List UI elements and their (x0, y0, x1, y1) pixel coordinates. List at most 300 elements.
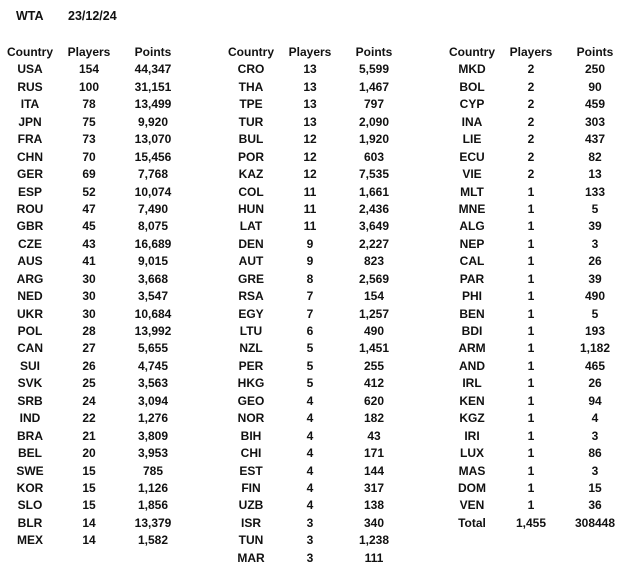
players-cell: 2 (527, 97, 535, 112)
country-cell: NED (17, 289, 43, 304)
table-row (2, 218, 186, 235)
table-row (223, 288, 407, 305)
table-row (444, 149, 628, 166)
country-cell: TPE (239, 97, 263, 112)
table-row (223, 497, 407, 514)
players-cell: 1 (527, 446, 535, 461)
players-cell: 5 (306, 358, 314, 373)
points-cell: 9,920 (137, 114, 169, 129)
table-row (2, 271, 186, 288)
country-cell: NEP (459, 236, 485, 251)
points-cell: 82 (588, 149, 602, 164)
players-cell: 3 (306, 533, 314, 548)
column-header-players: Players (67, 45, 111, 59)
country-cell: FIN (241, 480, 261, 495)
players-cell: 13 (303, 97, 317, 112)
points-cell: 308448 (574, 515, 616, 530)
points-cell: 3,809 (137, 428, 169, 443)
country-cell: Total (458, 515, 486, 530)
points-cell: 8,075 (137, 219, 169, 234)
table-row (223, 550, 407, 567)
table-row (2, 201, 186, 218)
players-cell: 47 (82, 201, 96, 216)
country-cell: DOM (458, 480, 486, 495)
players-cell: 1 (527, 498, 535, 513)
country-cell: BDI (461, 324, 483, 338)
players-cell: 1 (527, 428, 535, 443)
points-cell: 13,070 (134, 132, 172, 147)
points-cell: 9,015 (137, 254, 169, 269)
players-cell: 2 (527, 79, 535, 94)
table-group-3 (444, 44, 628, 532)
players-cell: 75 (82, 114, 96, 129)
players-cell: 4 (306, 498, 314, 513)
country-cell: IND (19, 411, 41, 426)
points-cell: 785 (142, 463, 164, 478)
country-cell: IRI (464, 428, 480, 443)
players-cell: 13 (303, 114, 317, 129)
country-cell: KOR (16, 480, 44, 495)
players-cell: 1 (527, 219, 535, 234)
players-cell: 1,455 (515, 515, 547, 530)
players-cell: 41 (82, 254, 96, 269)
table-row (223, 358, 407, 375)
country-cell: UZB (238, 498, 264, 513)
points-cell: 13,499 (134, 97, 172, 112)
players-cell: 7 (306, 306, 314, 321)
points-cell: 7,768 (137, 167, 169, 182)
players-cell: 1 (527, 254, 535, 269)
points-cell: 303 (584, 114, 606, 129)
country-cell: BLR (17, 515, 43, 530)
players-cell: 12 (303, 167, 317, 182)
points-cell: 7,535 (358, 167, 390, 182)
points-cell: 39 (588, 219, 602, 234)
players-cell: 3 (306, 515, 314, 530)
table-row (2, 61, 186, 78)
country-cell: AUT (238, 254, 264, 269)
country-cell: ALG (459, 219, 485, 234)
column-header-points: Points (576, 45, 614, 59)
points-cell: 2,227 (358, 236, 390, 251)
table-row (2, 79, 186, 96)
players-cell: 4 (306, 480, 314, 495)
table-row (444, 323, 628, 340)
header-row (223, 44, 407, 61)
points-cell: 3 (591, 428, 599, 443)
points-cell: 4,745 (137, 358, 169, 373)
points-cell: 90 (588, 79, 602, 94)
country-cell: THA (238, 79, 264, 94)
points-cell: 13,379 (134, 515, 172, 530)
country-cell: FRA (17, 132, 43, 147)
country-cell: MKD (458, 62, 486, 77)
table-row (223, 445, 407, 462)
points-cell: 3,649 (358, 219, 390, 234)
country-cell: CRO (237, 62, 265, 77)
players-cell: 1 (527, 341, 535, 356)
table-row (2, 323, 186, 340)
points-cell: 138 (363, 498, 385, 513)
points-cell: 1,238 (358, 533, 390, 548)
players-cell: 70 (82, 149, 96, 164)
table-row (2, 480, 186, 497)
points-cell: 317 (363, 480, 385, 495)
points-cell: 182 (363, 411, 385, 426)
table-row (223, 96, 407, 113)
country-cell: BIH (240, 428, 262, 443)
points-cell: 603 (363, 149, 385, 164)
points-cell: 193 (584, 324, 606, 338)
country-cell: VEN (459, 498, 485, 513)
points-cell: 16,689 (134, 236, 172, 251)
column-header-country: Country (449, 45, 495, 59)
table-group-1 (2, 44, 186, 550)
country-cell: CAN (17, 341, 43, 356)
country-cell: MEX (16, 533, 43, 548)
table-row (444, 61, 628, 78)
table-row (2, 445, 186, 462)
country-cell: SRB (17, 393, 43, 408)
table-row (444, 410, 628, 427)
points-cell: 7,490 (137, 201, 169, 216)
players-cell: 15 (82, 480, 96, 495)
players-cell: 4 (306, 463, 314, 478)
players-cell: 25 (82, 376, 96, 391)
column-header-country: Country (7, 45, 53, 59)
players-cell: 45 (82, 219, 96, 234)
country-cell: TUR (238, 114, 264, 129)
players-cell: 15 (82, 463, 96, 478)
players-cell: 154 (78, 62, 100, 77)
table-row (223, 375, 407, 392)
table-row (223, 184, 407, 201)
players-cell: 24 (82, 393, 96, 408)
players-cell: 11 (303, 184, 317, 199)
points-cell: 3,094 (137, 393, 169, 408)
players-cell: 4 (306, 411, 314, 426)
country-cell: RUS (17, 79, 43, 94)
points-cell: 1,920 (358, 132, 390, 147)
table-row (2, 149, 186, 166)
table-row (223, 149, 407, 166)
country-cell: NZL (239, 341, 263, 356)
players-cell: 4 (306, 428, 314, 443)
country-cell: PAR (459, 271, 485, 286)
players-cell: 22 (82, 411, 96, 426)
country-cell: KAZ (238, 167, 264, 182)
country-cell: EST (239, 463, 263, 478)
players-cell: 9 (306, 254, 314, 269)
points-cell: 31,151 (134, 79, 172, 94)
players-cell: 1 (527, 289, 535, 304)
table-row (2, 288, 186, 305)
players-cell: 1 (527, 271, 535, 286)
table-row (2, 340, 186, 357)
table-row (444, 445, 628, 462)
players-cell: 52 (82, 184, 96, 199)
table-row (444, 306, 628, 323)
table-row (2, 114, 186, 131)
points-cell: 490 (363, 324, 385, 338)
country-cell: HUN (238, 201, 264, 216)
players-cell: 21 (82, 428, 96, 443)
country-cell: GRE (237, 271, 264, 286)
header-row (444, 44, 628, 61)
players-cell: 26 (82, 358, 96, 373)
points-cell: 5,599 (358, 62, 390, 77)
table-row (2, 497, 186, 514)
country-cell: POL (17, 324, 43, 338)
table-row (444, 463, 628, 480)
points-cell: 250 (584, 62, 606, 77)
country-cell: ITA (20, 97, 40, 112)
table-row (2, 131, 186, 148)
players-cell: 11 (303, 201, 317, 216)
points-cell: 15,456 (134, 149, 172, 164)
points-cell: 171 (363, 446, 385, 461)
table-row (223, 393, 407, 410)
table-row (444, 236, 628, 253)
country-cell: CHI (240, 446, 262, 461)
country-cell: GEO (237, 393, 265, 408)
country-cell: ARM (458, 341, 486, 356)
players-cell: 14 (82, 515, 96, 530)
players-cell: 2 (527, 167, 535, 182)
points-cell: 1,856 (137, 498, 169, 513)
table-row (223, 463, 407, 480)
table-row (223, 201, 407, 218)
points-cell: 133 (584, 184, 606, 199)
country-cell: SWE (16, 463, 44, 478)
table-row (2, 532, 186, 549)
table-row (2, 96, 186, 113)
table-row (444, 375, 628, 392)
players-cell: 30 (82, 271, 96, 286)
players-cell: 1 (527, 411, 535, 426)
table-row (2, 253, 186, 270)
table-row (223, 428, 407, 445)
points-cell: 10,684 (134, 306, 172, 321)
country-cell: UKR (17, 306, 43, 321)
points-cell: 490 (584, 289, 606, 304)
country-cell: HKG (237, 376, 265, 391)
country-cell: ECU (459, 149, 485, 164)
country-cell: BEN (459, 306, 485, 321)
country-cell: MAR (237, 550, 265, 565)
country-cell: LAT (239, 219, 263, 234)
points-cell: 13,992 (134, 324, 172, 338)
table-row (444, 96, 628, 113)
points-cell: 1,582 (137, 533, 169, 548)
points-cell: 26 (588, 376, 602, 391)
players-cell: 28 (82, 324, 96, 338)
players-cell: 2 (527, 132, 535, 147)
table-row (223, 166, 407, 183)
table-row (223, 253, 407, 270)
country-cell: MAS (458, 463, 486, 478)
points-cell: 340 (363, 515, 385, 530)
players-cell: 43 (82, 236, 96, 251)
country-cell: NOR (237, 411, 265, 426)
country-cell: KEN (459, 393, 485, 408)
players-cell: 13 (303, 62, 317, 77)
table-row (223, 236, 407, 253)
country-cell: BRA (17, 428, 43, 443)
players-cell: 7 (306, 289, 314, 304)
table-row (444, 184, 628, 201)
points-cell: 412 (363, 376, 385, 391)
players-cell: 1 (527, 324, 535, 338)
country-cell: SUI (19, 358, 40, 373)
country-cell: ARG (16, 271, 44, 286)
players-cell: 4 (306, 393, 314, 408)
players-cell: 2 (527, 62, 535, 77)
points-cell: 2,436 (358, 201, 390, 216)
points-cell: 39 (588, 271, 602, 286)
table-row (223, 218, 407, 235)
column-header-points: Points (134, 45, 172, 59)
table-row (223, 340, 407, 357)
country-cell: PER (238, 358, 264, 373)
country-cell: JPN (18, 114, 42, 129)
table-row (223, 131, 407, 148)
country-cell: ISR (240, 515, 261, 530)
players-cell: 1 (527, 463, 535, 478)
table-row (444, 166, 628, 183)
points-cell: 465 (584, 358, 606, 373)
table-row (2, 393, 186, 410)
column-header-country: Country (228, 45, 274, 59)
points-cell: 2,090 (358, 114, 390, 129)
players-cell: 13 (303, 79, 317, 94)
points-cell: 36 (588, 498, 602, 513)
points-cell: 26 (588, 254, 602, 269)
country-cell: LIE (462, 132, 482, 147)
points-cell: 86 (588, 446, 602, 461)
points-cell: 10,074 (134, 184, 172, 199)
points-cell: 823 (363, 254, 385, 269)
players-cell: 2 (527, 114, 535, 129)
players-cell: 12 (303, 149, 317, 164)
country-cell: ROU (16, 201, 44, 216)
players-cell: 5 (306, 341, 314, 356)
points-cell: 111 (364, 550, 384, 565)
players-cell: 5 (306, 376, 314, 391)
table-row (444, 358, 628, 375)
total-row (444, 515, 628, 532)
players-cell: 30 (82, 306, 96, 321)
points-cell: 437 (584, 132, 606, 147)
table-row (223, 515, 407, 532)
points-cell: 5 (591, 201, 599, 216)
column-header-points: Points (355, 45, 393, 59)
country-cell: BUL (238, 132, 264, 147)
country-cell: RSA (238, 289, 264, 304)
points-cell: 3,563 (137, 376, 169, 391)
players-cell: 1 (527, 184, 535, 199)
country-cell: MNE (458, 201, 486, 216)
country-cell: DEN (238, 236, 264, 251)
points-cell: 5 (591, 306, 599, 321)
table-row (2, 166, 186, 183)
table-group-2 (223, 44, 407, 567)
points-cell: 459 (584, 97, 606, 112)
table-row (444, 253, 628, 270)
players-cell: 1 (527, 306, 535, 321)
players-cell: 2 (527, 149, 535, 164)
players-cell: 15 (82, 498, 96, 513)
players-cell: 3 (306, 550, 314, 565)
table-row (223, 114, 407, 131)
points-cell: 3 (591, 463, 599, 478)
table-row (223, 271, 407, 288)
table-row (444, 114, 628, 131)
players-cell: 20 (82, 446, 96, 461)
players-cell: 8 (306, 271, 314, 286)
points-cell: 3,547 (137, 289, 169, 304)
table-row (444, 428, 628, 445)
points-cell: 255 (363, 358, 385, 373)
table-row (444, 340, 628, 357)
table-row (444, 131, 628, 148)
table-row (2, 515, 186, 532)
table-row (2, 236, 186, 253)
players-cell: 1 (527, 358, 535, 373)
table-row (2, 463, 186, 480)
points-cell: 3 (591, 236, 599, 251)
country-cell: LUX (460, 446, 484, 461)
report-date: 23/12/24 (68, 9, 117, 23)
header-row (2, 44, 186, 61)
country-cell: PHI (461, 289, 482, 304)
country-cell: AUS (17, 254, 43, 269)
country-cell: MLT (460, 184, 484, 199)
country-cell: CZE (18, 236, 42, 251)
points-cell: 1,126 (137, 480, 169, 495)
table-row (223, 79, 407, 96)
country-cell: SLO (17, 498, 43, 513)
country-cell: VIE (462, 167, 482, 182)
points-cell: 15 (588, 480, 602, 495)
points-cell: 3,953 (137, 446, 169, 461)
players-cell: 69 (82, 167, 96, 182)
country-cell: EGY (238, 306, 264, 321)
report-title: WTA (16, 9, 44, 23)
players-cell: 1 (527, 376, 535, 391)
points-cell: 1,451 (358, 341, 390, 356)
table-row (2, 375, 186, 392)
table-row (444, 393, 628, 410)
country-cell: SVK (17, 376, 43, 391)
table-row (444, 480, 628, 497)
points-cell: 94 (588, 393, 602, 408)
table-row (2, 184, 186, 201)
country-cell: CYP (459, 97, 485, 112)
table-row (223, 410, 407, 427)
country-cell: BEL (18, 446, 42, 461)
country-cell: KGZ (459, 411, 485, 426)
country-cell: CHN (17, 149, 43, 164)
points-cell: 154 (363, 289, 385, 304)
table-row (444, 497, 628, 514)
country-cell: CAL (459, 254, 485, 269)
points-cell: 5,655 (137, 341, 169, 356)
table-row (444, 79, 628, 96)
column-header-players: Players (288, 45, 332, 59)
table-row (2, 428, 186, 445)
country-cell: POR (237, 149, 264, 164)
